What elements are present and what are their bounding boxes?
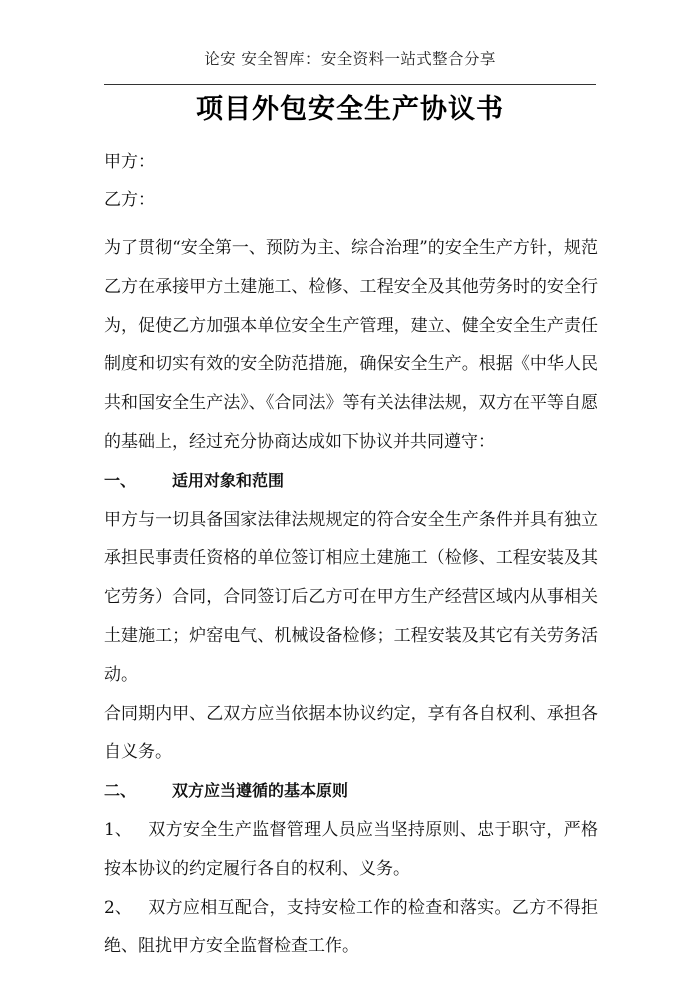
item-text: 双方安全生产监督管理人员应当坚持原则、忠于职守，严格按本协议的约定履行各自的权利、义务。 [104, 819, 598, 879]
section-title: 双方应当遵循的基本原则 [172, 781, 349, 801]
section-heading-1 [104, 462, 598, 501]
section1-paragraph-2: 合同期内甲、乙双方应当依据本协议约定，享有各自权利、承担各自义务。 [104, 703, 598, 763]
item-text: 双方应相互配合，支持安检工作的检查和落实。乙方不得拒绝、阻扰甲方安全监督检查工作。 [104, 897, 598, 957]
section1-paragraph-1: 甲方与一切具备国家法律法规规定的符合安全生产条件并具有独立承担民事责任资格的单位签订相应土建施工（检修、工程安装及其它劳务）合同，合同签订后乙方可在甲方生产经营区域内从事相关土建施工；炉窑电气、机械设备检修；工程安装及其它有关劳务活动。 [104, 509, 598, 685]
section-title: 适用对象和范围 [172, 470, 285, 490]
header-divider [104, 84, 596, 85]
section-number: 一、 [104, 470, 137, 490]
page-header: 论安 安全智库：安全资料一站式整合分享 [204, 50, 496, 68]
section-heading-2 [104, 772, 598, 811]
party-a-label: 甲方： [104, 152, 155, 172]
list-item [104, 889, 598, 967]
document-title: 项目外包安全生产协议书 [196, 94, 504, 125]
party-b-label: 乙方： [104, 190, 155, 210]
section-number: 二、 [104, 781, 137, 801]
item-number: 1、 [104, 819, 132, 840]
list-item [104, 811, 598, 889]
intro-paragraph: 为了贯彻“安全第一、预防为主、综合治理”的安全生产方针，规范乙方在承接甲方土建施工、检修、工程安全及其他劳务时的安全行为，促使乙方加强本单位安全生产管理，建立、健全安全生产责任制度和切实有效的安全防范措施，确保安全生产。根据《中华人民共和国安全生产法》、《合同法》等有关法律法规，双方在平等自愿的基础上，经过充分协商达成如下协议并共同遵守： [104, 238, 598, 452]
item-number: 2、 [104, 897, 132, 918]
document-body [104, 229, 598, 966]
